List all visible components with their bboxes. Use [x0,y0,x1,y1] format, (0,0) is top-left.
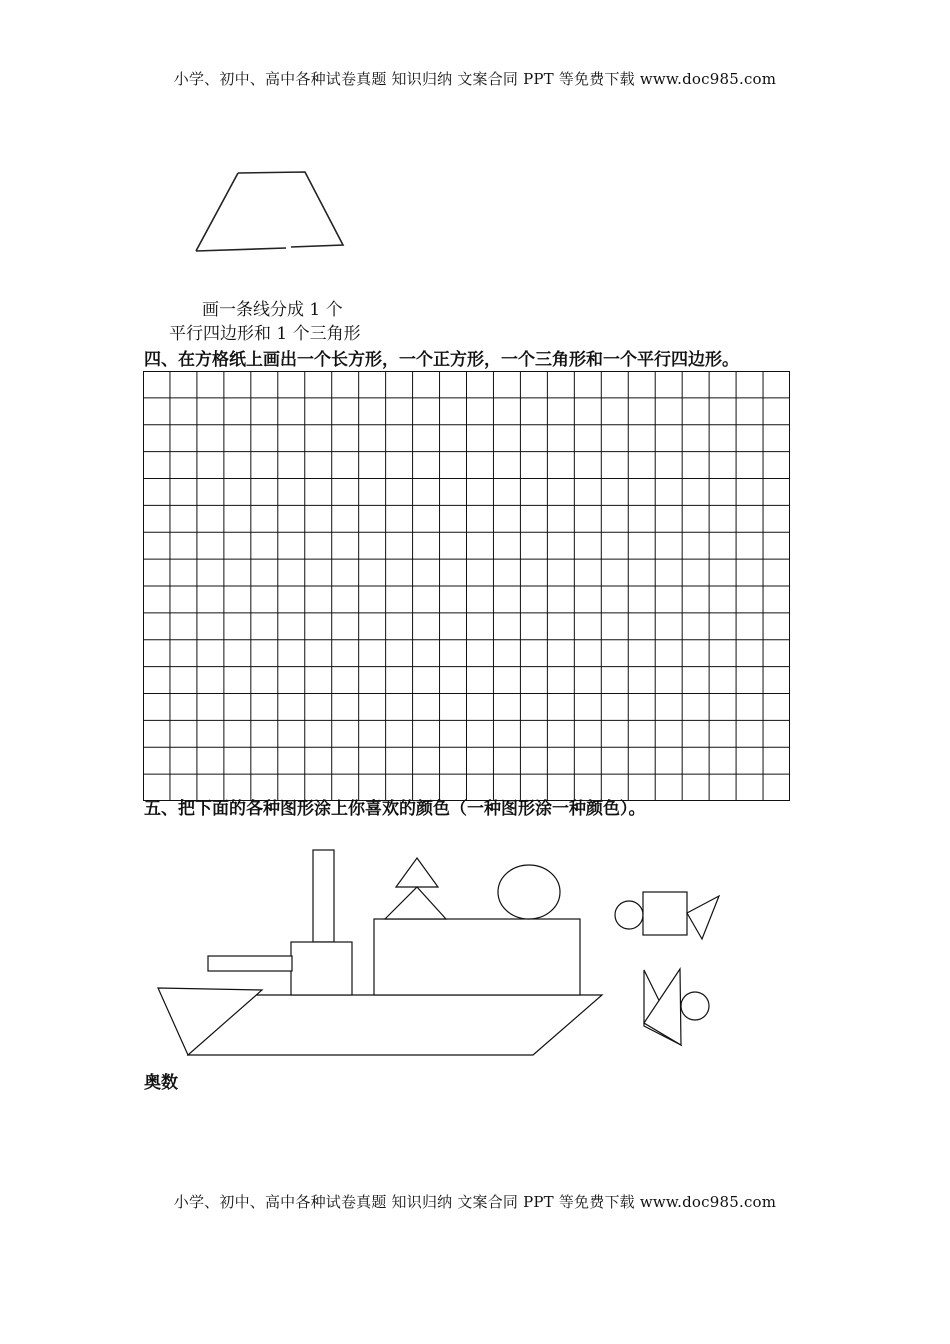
graph-paper-grid[interactable] [143,371,790,801]
trapezoid-instruction-line2: 平行四边形和 1 个三角形 [169,324,361,344]
small-circle-right [681,992,709,1020]
section6-title: 奥数 [144,1073,178,1093]
ship-hull-parallelogram [188,995,602,1055]
trapezoid-instruction-line1: 画一条线分成 1 个 [202,300,343,320]
deckhouse-rectangle [374,919,580,995]
section4-title: 四、在方格纸上画出一个长方形，一个正方形，一个三角形和一个平行四边形。 [144,350,739,370]
shapes-picture [150,845,730,1060]
section5-title: 五、把下面的各种图形涂上你喜欢的颜色（一种图形涂一种颜色）。 [144,799,646,819]
gun-barrel-rectangle [208,956,292,971]
page-header: 小学、初中、高中各种试卷真题 知识归纳 文案合同 PPT 等免费下载 www.doc985.com [173,70,777,88]
ellipse-shape [498,865,560,919]
small-circle-left [615,901,643,929]
small-square [643,892,687,935]
page-footer: 小学、初中、高中各种试卷真题 知识归纳 文案合同 PPT 等免费下载 www.doc985.com [173,1193,777,1211]
cabin-square [291,942,352,995]
trapezoid-figure [180,160,360,265]
upper-triangle [396,858,438,887]
chimney-rectangle [313,850,334,942]
small-triangle-right [687,896,719,939]
lower-triangle [385,887,446,919]
